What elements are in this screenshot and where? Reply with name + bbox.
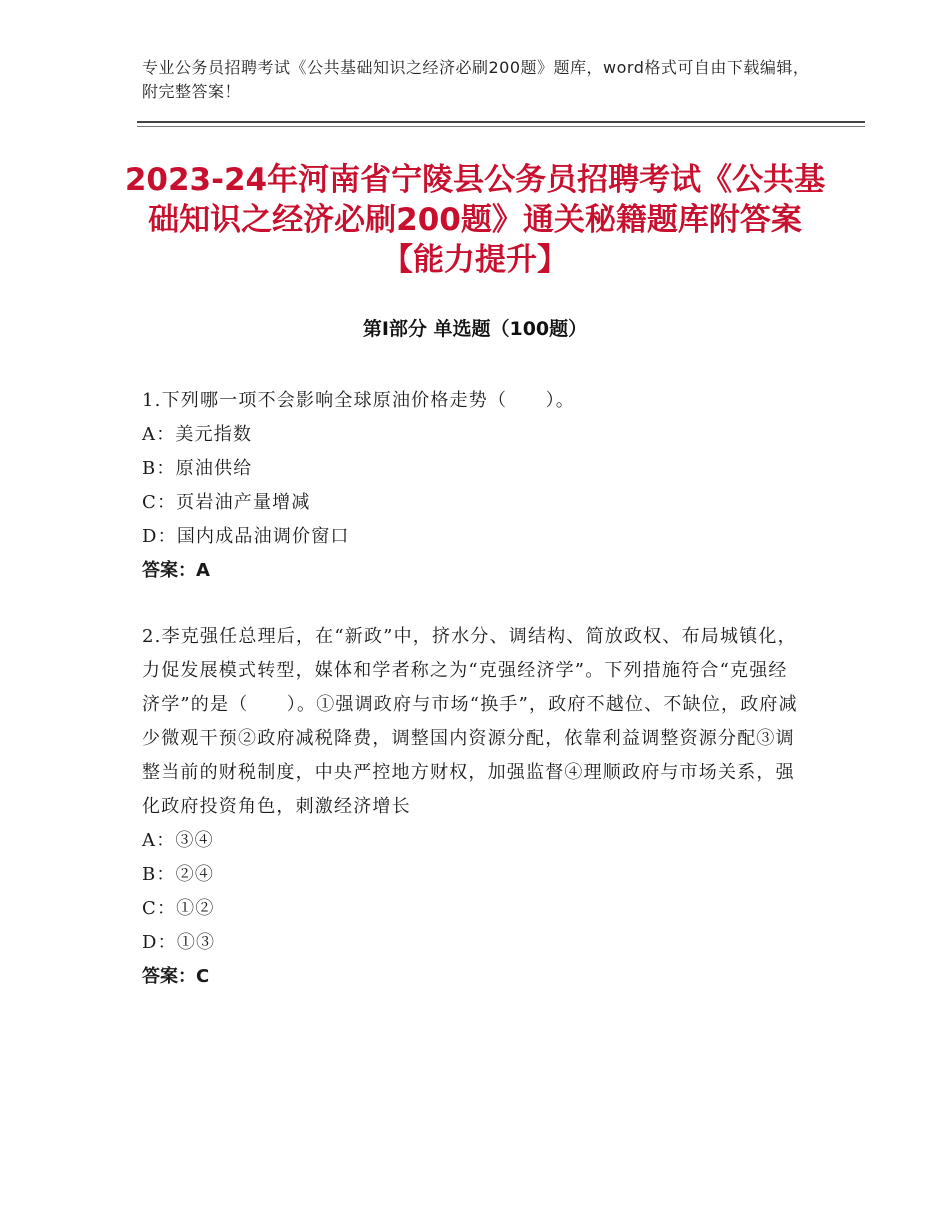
question-2	[142, 620, 802, 994]
answer: 答案：C	[142, 966, 210, 987]
header-divider-thin	[137, 126, 865, 127]
header-divider-thick	[137, 121, 865, 123]
document-title: 2023-24年河南省宁陵县公务员招聘考试《公共基础知识之经济必刷200题》通关秘籍题库附答案【能力提升】	[124, 162, 826, 278]
option-a: A：美元指数	[142, 424, 253, 445]
option-a: A：③④	[142, 830, 214, 851]
option-b: B：原油供给	[142, 458, 253, 479]
question-stem: 2.李克强任总理后，在“新政”中，挤水分、调结构、简放政权、布局城镇化，力促发展模式转型，媒体和学者称之为“克强经济学”。下列措施符合“克强经济学”的是（ ）。①强调政府与市场“换手”，政府不越位、不缺位，政府减少微观干预②政府减税降费，调整国内资源分配，依靠利益调整资源分配③调整当前的财税制度，中央严控地方财权，加强监督④理顺政府与市场关系，强化政府投资角色，刺激经济增长	[142, 626, 798, 817]
option-d: D：国内成品油调价窗口	[142, 526, 350, 547]
option-d: D：①③	[142, 932, 216, 953]
question-stem: 1.下列哪一项不会影响全球原油价格走势（ ）。	[142, 390, 575, 411]
answer: 答案：A	[142, 560, 210, 581]
option-c: C：①②	[142, 898, 215, 919]
option-b: B：②④	[142, 864, 215, 885]
header-note: 专业公务员招聘考试《公共基础知识之经济必刷200题》题库，word格式可自由下载编辑，附完整答案！	[142, 58, 810, 101]
question-1	[142, 384, 802, 588]
section-title: 第Ⅰ部分 单选题（100题）	[362, 318, 588, 340]
option-c: C：页岩油产量增减	[142, 492, 311, 513]
